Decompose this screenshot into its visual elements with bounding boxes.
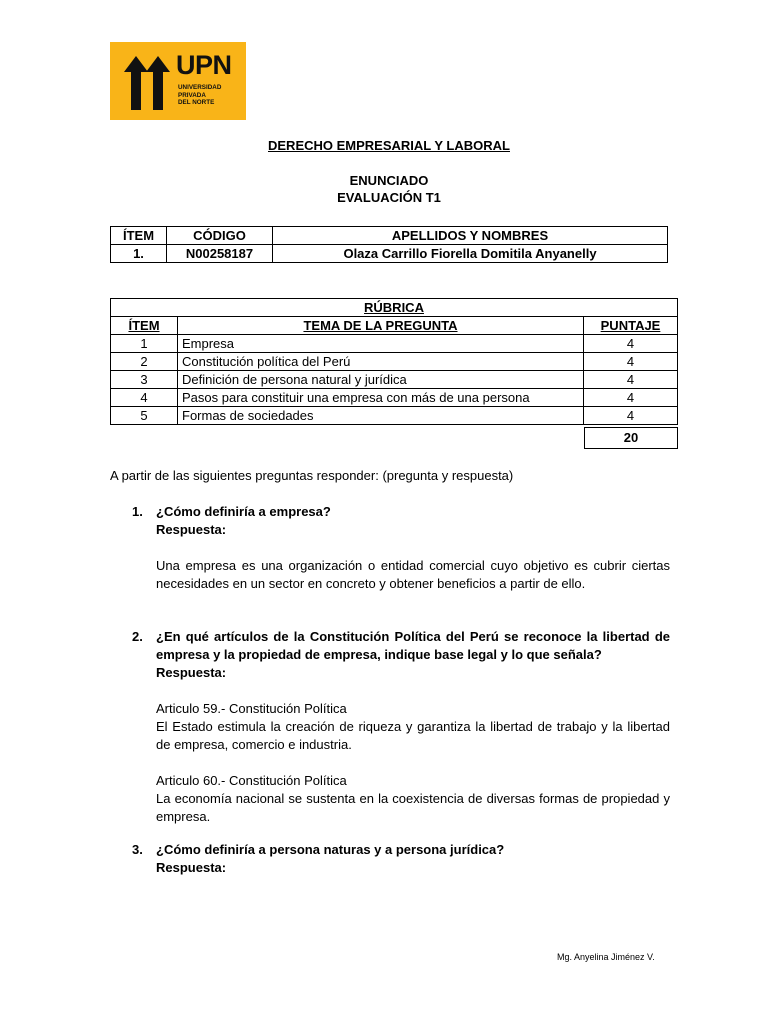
course-title: DERECHO EMPRESARIAL Y LABORAL xyxy=(268,138,510,153)
table-row xyxy=(111,407,678,425)
rubric-item: 2 xyxy=(111,353,178,371)
rubric-score: 4 xyxy=(584,407,678,425)
article-60-title: Articulo 60.- Constitución Política xyxy=(156,773,347,788)
rubric-table xyxy=(110,298,678,425)
table-row xyxy=(111,317,678,335)
table-row xyxy=(111,389,678,407)
footer-author: Mg. Anyelina Jiménez V. xyxy=(557,952,655,962)
article-60-text: La economía nacional se sustenta en la coexistencia de diversas formas de propiedad y empresa. xyxy=(156,791,670,824)
rubric-item: 5 xyxy=(111,407,178,425)
question-text: ¿Cómo definiría a empresa? xyxy=(156,504,331,519)
rubric-item: 4 xyxy=(111,389,178,407)
table-row xyxy=(111,353,678,371)
question-text: ¿Cómo definiría a persona naturas y a persona jurídica? xyxy=(156,842,505,857)
question-2 xyxy=(110,628,670,826)
rubric-topic: Constitución política del Perú xyxy=(178,353,584,371)
header-names: APELLIDOS Y NOMBRES xyxy=(273,227,668,245)
instructions-text: A partir de las siguientes preguntas responder: (pregunta y respuesta) xyxy=(110,468,514,483)
question-number: 3. xyxy=(132,842,143,857)
evaluation-title: EVALUACIÓN T1 xyxy=(337,190,441,205)
rubric-topic: Formas de sociedades xyxy=(178,407,584,425)
table-row xyxy=(111,245,668,263)
document-subtitle: ENUNCIADO xyxy=(349,173,429,188)
rubric-score: 4 xyxy=(584,335,678,353)
rubric-header-score: PUNTAJE xyxy=(600,318,661,333)
header-code: CÓDIGO xyxy=(167,227,273,245)
answer-label: Respuesta: xyxy=(156,860,227,875)
question-number: 2. xyxy=(132,629,143,644)
rubric-header-topic: TEMA DE LA PREGUNTA xyxy=(303,318,458,333)
rubric-score: 4 xyxy=(584,353,678,371)
table-row xyxy=(111,371,678,389)
table-row xyxy=(111,299,678,317)
rubric-score: 4 xyxy=(584,389,678,407)
rubric-topic: Pasos para constituir una empresa con más de una persona xyxy=(178,389,584,407)
article-59-title: Articulo 59.- Constitución Política xyxy=(156,701,347,716)
header-item: ÍTEM xyxy=(111,227,167,245)
upn-logo xyxy=(110,42,246,120)
question-text: ¿En qué artículos de la Constitución Política del Perú se reconoce la libertad de empresa y la propiedad de empresa, indique base legal y lo que señala? xyxy=(156,629,670,662)
question-1 xyxy=(110,503,670,593)
rubric-item: 3 xyxy=(111,371,178,389)
student-table xyxy=(110,226,668,263)
question-3 xyxy=(110,841,670,877)
answer-label: Respuesta: xyxy=(156,665,227,680)
rubric-item: 1 xyxy=(111,335,178,353)
table-row xyxy=(111,227,668,245)
upn-arrows-icon xyxy=(122,54,174,112)
student-name: Olaza Carrillo Fiorella Domitila Anyanelly xyxy=(273,245,668,263)
logo-brand: UPN xyxy=(176,50,232,80)
rubric-topic: Definición de persona natural y jurídica xyxy=(178,371,584,389)
answer-label: Respuesta: xyxy=(156,522,227,537)
table-row xyxy=(111,335,678,353)
rubric-title: RÚBRICA xyxy=(364,300,424,315)
article-59-text: El Estado estimula la creación de riqueza y garantiza la libertad de trabajo y la libertad de empresa, comercio e industria. xyxy=(156,719,670,752)
logo-subtitle: UNIVERSIDAD PRIVADA DEL NORTE xyxy=(178,84,222,107)
question-number: 1. xyxy=(132,504,143,519)
rubric-total: 20 xyxy=(584,427,678,449)
student-item: 1. xyxy=(111,245,167,263)
rubric-header-item: ÍTEM xyxy=(128,318,160,333)
rubric-topic: Empresa xyxy=(178,335,584,353)
student-code: N00258187 xyxy=(167,245,273,263)
answer-text: Una empresa es una organización o entidad comercial cuyo objetivo es cubrir ciertas necesidades en un sector en concreto y obtener beneficios a partir de ello. xyxy=(156,558,670,591)
rubric-score: 4 xyxy=(584,371,678,389)
